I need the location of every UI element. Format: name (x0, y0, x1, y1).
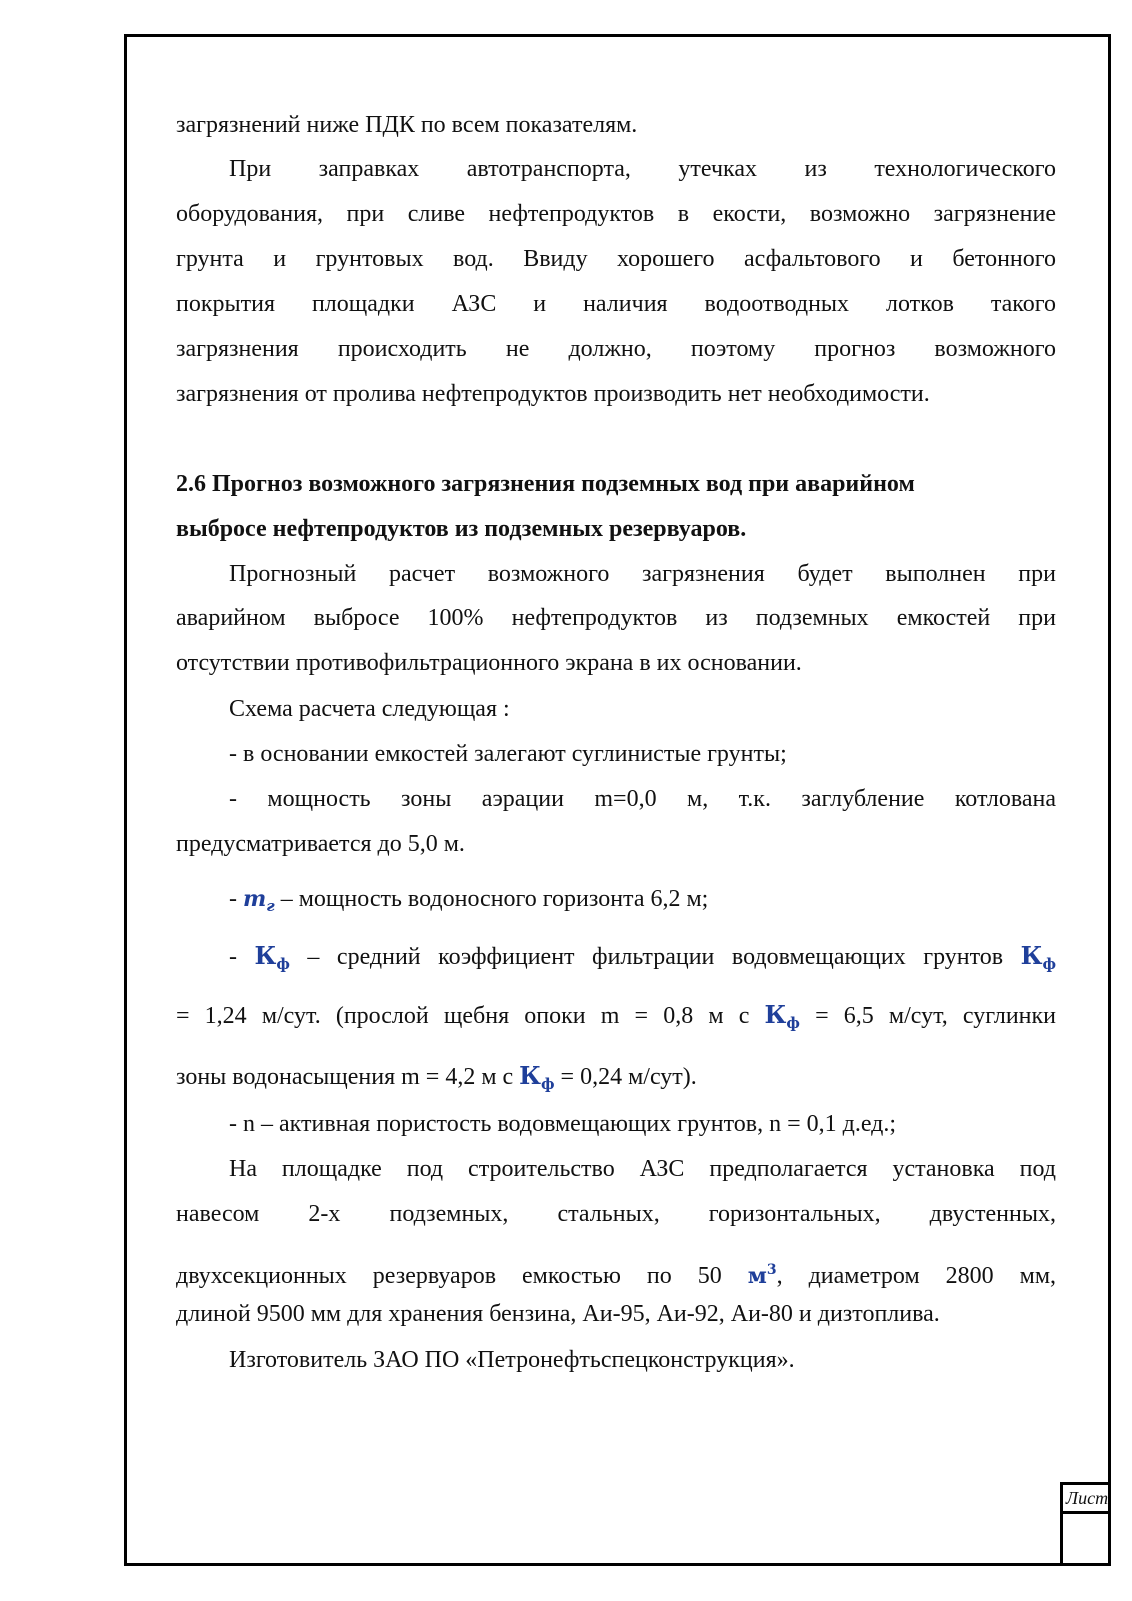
sheet-stamp (1060, 1482, 1111, 1566)
paragraph-line (176, 1255, 1056, 1291)
paragraph-line: При заправках автотранспорта, утечках из технологического (229, 156, 1056, 182)
paragraph-line: Прогнозный расчет возможного загрязнения будет выполнен при (229, 561, 1056, 587)
paragraph-line: покрытия площадки АЗС и наличия водоотводных лотков такого (176, 291, 1056, 317)
paragraph-line: длиной 9500 мм для хранения бензина, Аи-95, Аи-92, Аи-80 и дизтоплива. (176, 1301, 940, 1327)
formula-symbol: $К_ф$ (764, 1000, 800, 1032)
formula-symbol: $К_ф$ (1020, 941, 1057, 973)
paragraph-line: загрязнения происходить не должно, поэтому прогноз возможного (176, 336, 1056, 362)
section-heading: 2.6 Прогноз возможного загрязнения подземных вод при аварийном (176, 471, 915, 497)
list-item-text: – средний коэффициент фильтрации водовмещающих грунтов (307, 944, 1004, 970)
formula-symbol: $К_ф$ (254, 941, 290, 973)
text-fragment: = 1,24 м/сут. (прослой щебня опоки m = 0,8 м с (176, 1003, 750, 1029)
paragraph-line (176, 1000, 1056, 1038)
text-fragment: = 0,24 м/сут). (560, 1064, 697, 1090)
dash: - (229, 944, 237, 970)
paragraph-line: отсутствии противофильтрационного экрана в их основании. (176, 650, 802, 676)
formula-symbol: $m_г$ (243, 886, 275, 915)
text-fragment: зоны водонасыщения m = 4,2 м с (176, 1064, 514, 1090)
list-item: - n – активная пористость водовмещающих грунтов, n = 0,1 д.ед.; (229, 1111, 897, 1137)
paragraph-line: загрязнения от пролива нефтепродуктов производить нет необходимости. (176, 381, 930, 407)
paragraph-line: загрязнений ниже ПДК по всем показателям. (176, 112, 638, 138)
formula-symbol: $К_ф$ (519, 1061, 555, 1093)
paragraph-line: Изготовитель ЗАО ПО «Петронефтьспецконструкция». (229, 1347, 795, 1373)
sheet-label: Лист (1063, 1482, 1111, 1514)
text-fragment: двухсекционных резервуаров емкостью по 50 (176, 1263, 722, 1289)
paragraph-line: навесом 2-х подземных, стальных, горизонтальных, двустенных, (176, 1201, 1056, 1227)
section-heading: выбросе нефтепродуктов из подземных резервуаров. (176, 516, 747, 542)
paragraph-line: аварийном выбросе 100% нефтепродуктов из подземных емкостей при (176, 605, 1056, 631)
paragraph-line: На площадке под строительство АЗС предполагается установка под (229, 1156, 1056, 1182)
list-item (229, 941, 1056, 979)
paragraph-line: Схема расчета следующая : (229, 696, 510, 722)
list-item-text: – мощность водоносного горизонта 6,2 м; (280, 886, 709, 912)
text-fragment: = 6,5 м/сут, суглинки (815, 1003, 1057, 1029)
list-item (229, 884, 1056, 921)
paragraph-line (176, 1061, 1056, 1099)
paragraph-line: оборудования, при сливе нефтепродуктов в екости, возможно загрязнение (176, 201, 1056, 227)
list-item: - мощность зоны аэрации m=0,0 м, т.к. заглубление котлована (229, 786, 1056, 812)
paragraph-line: предусматривается до 5,0 м. (176, 831, 465, 857)
paragraph-line: грунта и грунтовых вод. Ввиду хорошего асфальтового и бетонного (176, 246, 1056, 272)
dash: - (229, 886, 237, 912)
list-item: - в основании емкостей залегают суглинистые грунты; (229, 741, 787, 767)
formula-symbol: $м^3$ (747, 1262, 777, 1289)
text-fragment: , диаметром 2800 мм, (776, 1263, 1057, 1289)
